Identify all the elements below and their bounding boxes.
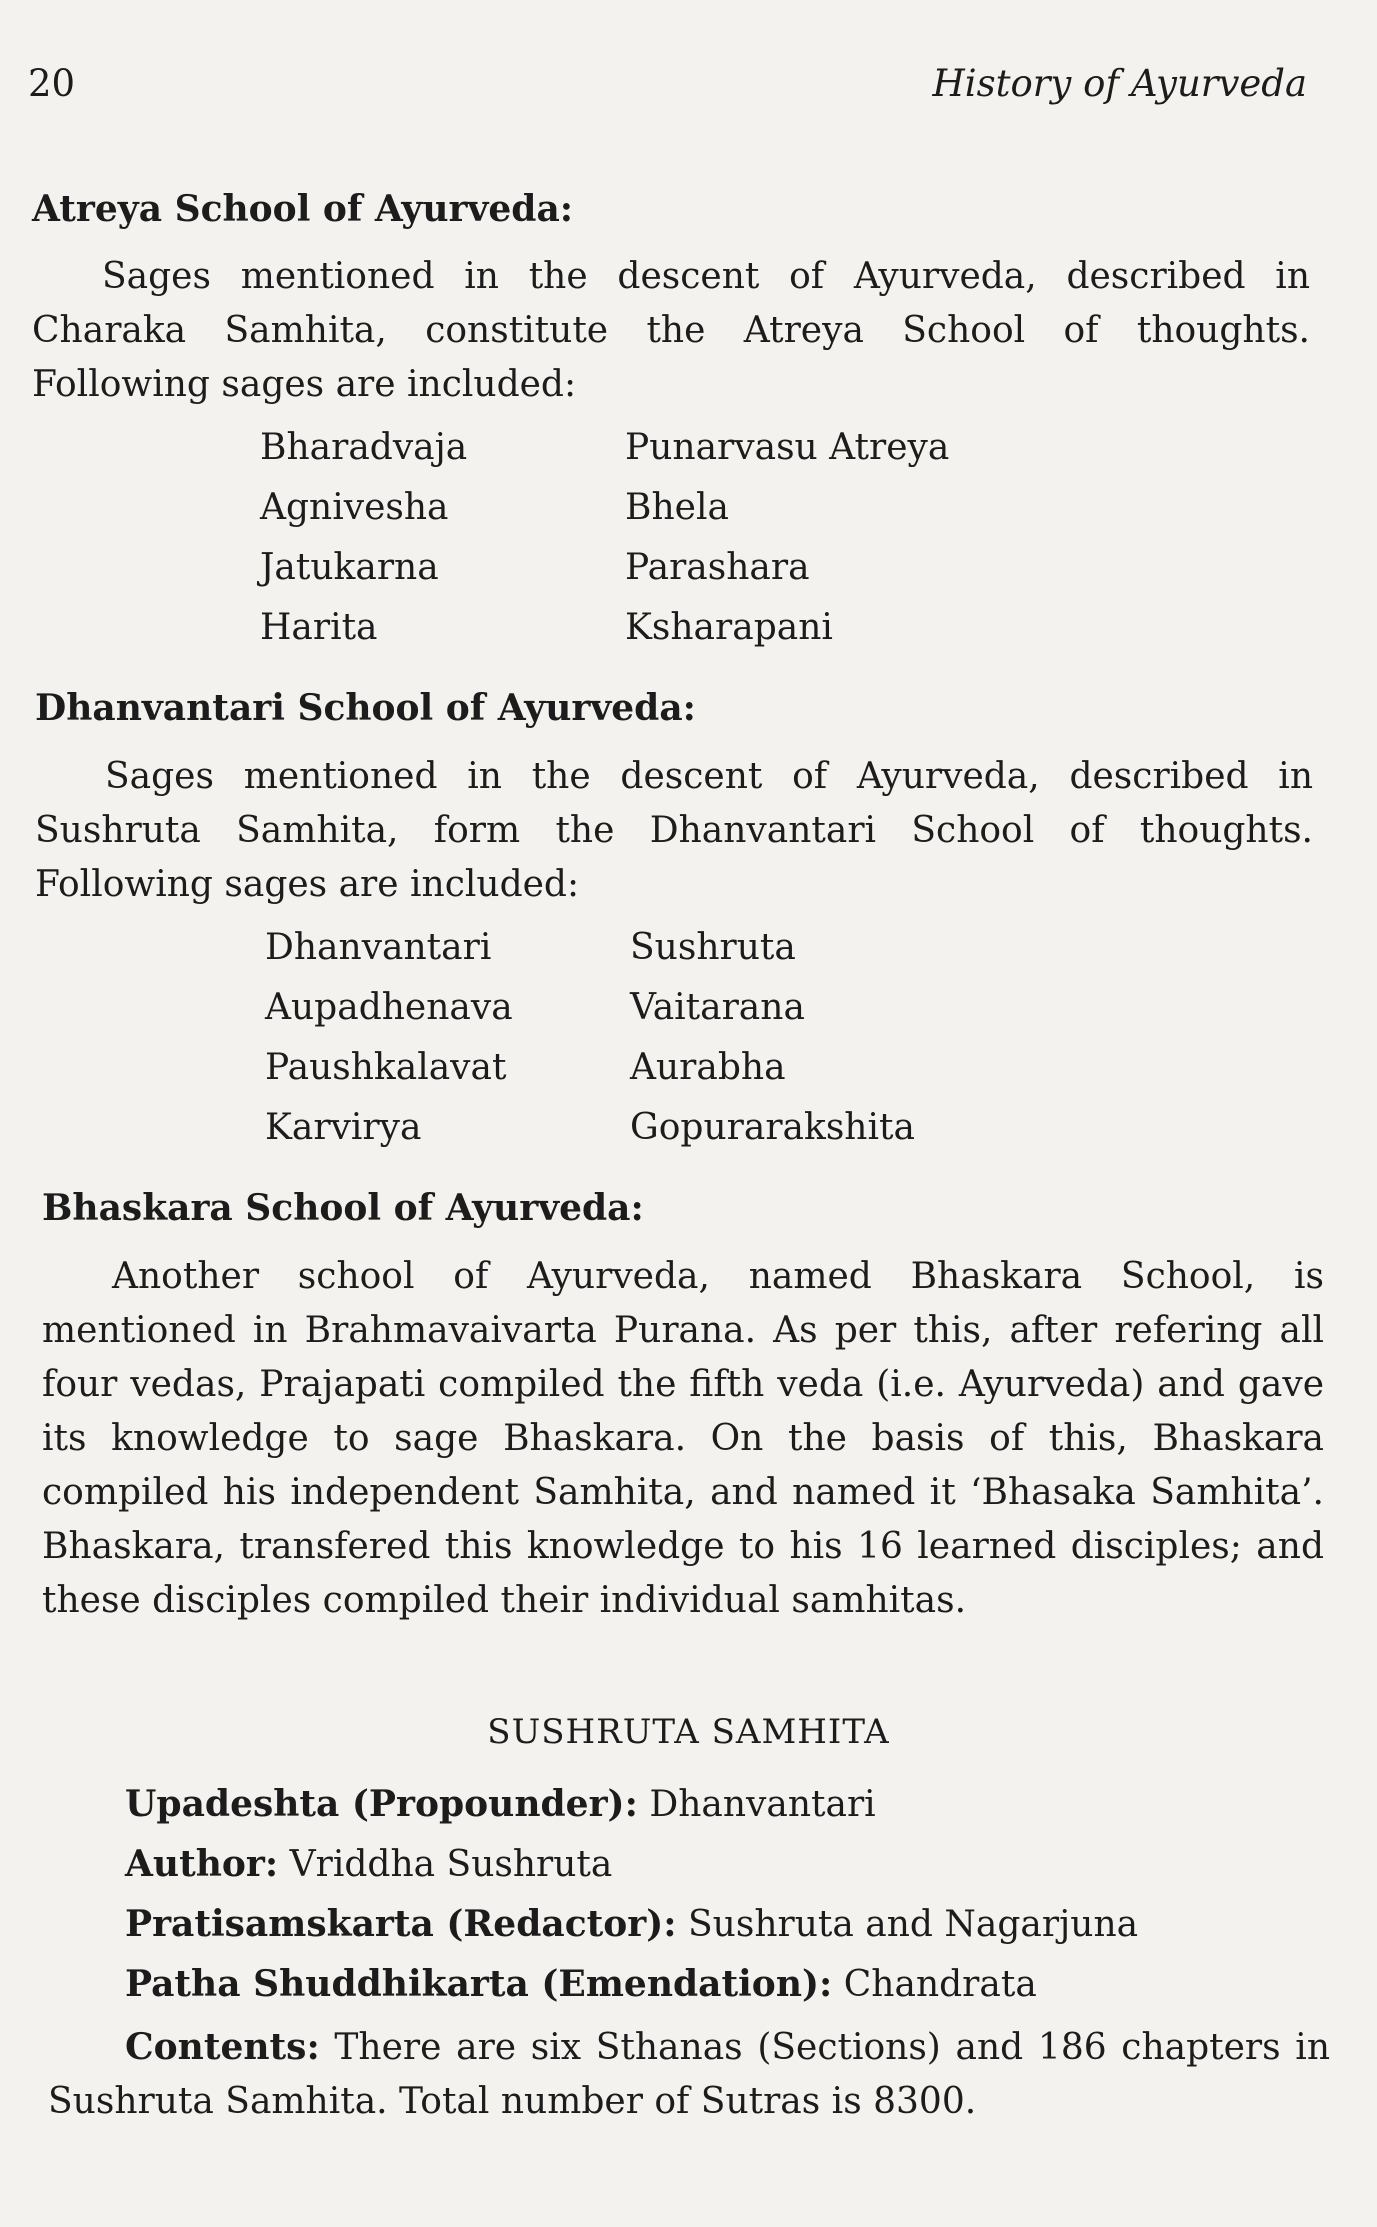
paragraph-dhanvantari-text: Sages mentioned in the descent of Ayurveda, described in Sushruta Samhita, form the Dhanvantari School of thoughts. Following sages are included:: [35, 756, 1313, 905]
sage-row: [260, 598, 949, 658]
sage-list-dhanvantari: [265, 918, 915, 1158]
field-label: Upadeshta (Propounder):: [125, 1783, 638, 1825]
field-value: Vriddha Sushruta: [278, 1844, 613, 1885]
field-label: Pratisamskarta (Redactor):: [125, 1903, 677, 1945]
paragraph-bhaskara-text: Another school of Ayurveda, named Bhaskara School, is mentioned in Brahmavaivarta Purana. As per this, after refering all four vedas, Prajapati compiled the fifth veda (i.e. Ayurveda) and gave its knowledge to sage Bhaskara. On the basis of this, Bhaskara compiled his independent Samhita, and named it ‘Bhasaka Samhita’. Bhaskara, transfered this knowledge to his 16 learned disciples; and these disciples compiled their individual samhitas.: [42, 1256, 1324, 1621]
sage-name: Harita: [260, 607, 378, 648]
sage-name: Paushkalavat: [265, 1047, 507, 1088]
field-upadeshta: [125, 1783, 876, 1825]
sage-name: Karvirya: [265, 1107, 422, 1148]
paragraph-atreya: [32, 250, 1310, 412]
contents-paragraph: [48, 2020, 1330, 2129]
section-heading-bhaskara: Bhaskara School of Ayurveda:: [42, 1187, 644, 1229]
contents-value: There are six Sthanas (Sections) and 186 chapters in Sushruta Samhita. Total number of Sutras is 8300.: [48, 2027, 1330, 2122]
sage-row: [260, 538, 949, 598]
paragraph-atreya-text: Sages mentioned in the descent of Ayurveda, described in Charaka Samhita, constitute the Atreya School of thoughts. Following sages are included:: [32, 256, 1310, 405]
sage-name: Parashara: [625, 547, 810, 588]
contents-text: [48, 2020, 1330, 2129]
sage-name: Sushruta: [630, 927, 796, 968]
sage-name: Agnivesha: [260, 487, 449, 528]
running-title: History of Ayurveda: [932, 62, 1307, 105]
sage-name: Aurabha: [630, 1047, 786, 1088]
field-patha-shuddhikarta: [125, 1963, 1037, 2005]
sage-list-atreya: [260, 418, 949, 658]
page-header: [28, 62, 1307, 112]
sage-name: Dhanvantari: [265, 927, 492, 968]
section-heading-atreya: Atreya School of Ayurveda:: [32, 188, 574, 230]
paragraph-bhaskara: [42, 1250, 1324, 1628]
sage-row: [260, 478, 949, 538]
section-heading-dhanvantari: Dhanvantari School of Ayurveda:: [35, 687, 696, 729]
page-number: 20: [28, 62, 76, 105]
field-label: Author:: [125, 1843, 279, 1885]
sage-name: Bharadvaja: [260, 427, 468, 468]
field-value: Dhanvantari: [637, 1784, 876, 1825]
section-title-sushruta-samhita: SUSHRUTA SAMHITA: [487, 1712, 890, 1752]
sage-name: Vaitarana: [630, 987, 805, 1028]
sage-name: Punarvasu Atreya: [625, 427, 950, 468]
sage-row: [265, 918, 915, 978]
sage-row: [260, 418, 949, 478]
sage-name: Aupadhenava: [265, 987, 513, 1028]
paragraph-dhanvantari: [35, 750, 1313, 912]
sage-row: [265, 1038, 915, 1098]
sage-name: Gopurarakshita: [630, 1107, 915, 1148]
sage-name: Jatukarna: [260, 547, 439, 588]
sage-name: Ksharapani: [625, 607, 833, 648]
sage-name: Bhela: [625, 487, 729, 528]
sage-row: [265, 978, 915, 1038]
contents-label: Contents:: [125, 2026, 320, 2068]
field-value: Chandrata: [832, 1964, 1037, 2005]
field-value: Sushruta and Nagarjuna: [676, 1904, 1139, 1945]
field-author: [125, 1843, 612, 1885]
field-pratisamskarta: [125, 1903, 1138, 1945]
field-label: Patha Shuddhikarta (Emendation):: [125, 1963, 833, 2005]
sage-row: [265, 1098, 915, 1158]
